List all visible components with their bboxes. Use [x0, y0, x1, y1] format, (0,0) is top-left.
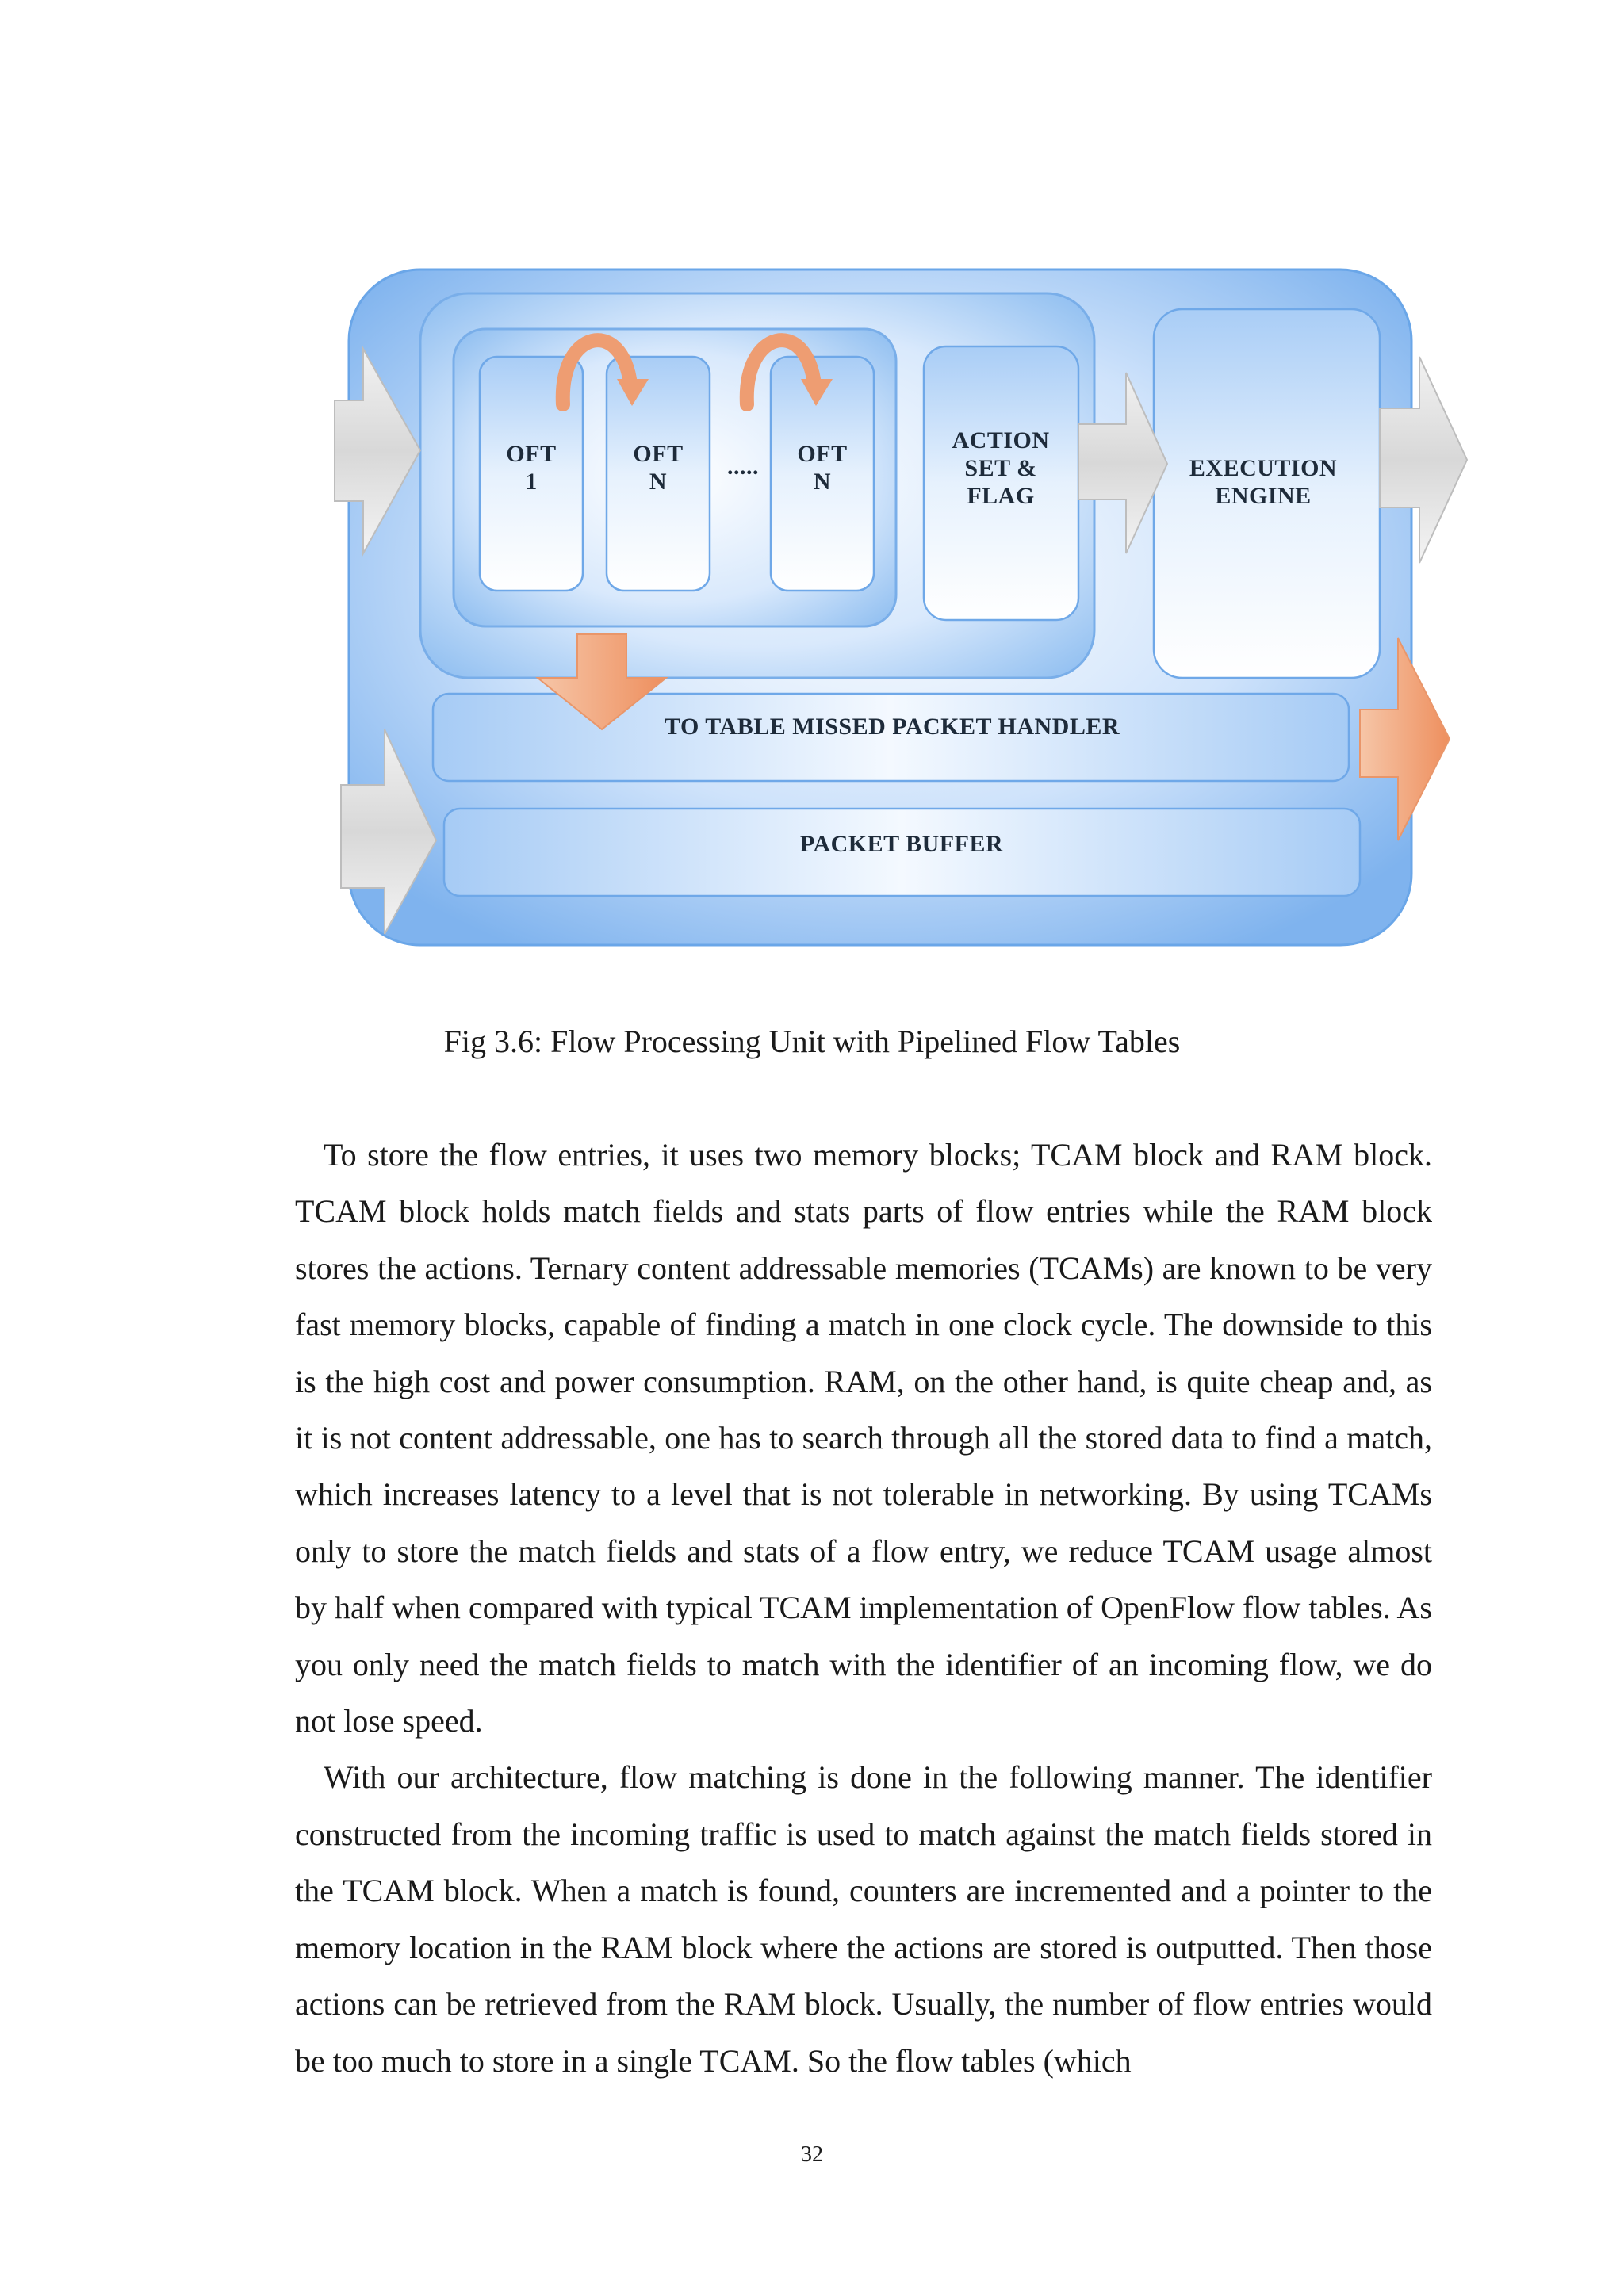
oft-1-label-line2: 1: [525, 469, 538, 495]
action-label-line1: ACTION: [952, 427, 1050, 453]
flow-processing-unit-diagram: [317, 254, 1491, 951]
oft-1-label-line1: OFT: [506, 441, 557, 467]
figure-caption: Fig 3.6: Flow Processing Unit with Pipelined Flow Tables: [443, 1024, 1181, 1059]
oft-2-label-line1: OFT: [633, 441, 684, 467]
action-label-line2: SET &: [964, 455, 1037, 481]
oft-3-label-line2: N: [813, 469, 832, 495]
page-number: 32: [801, 2142, 823, 2167]
packet-buffer-label: PACKET BUFFER: [799, 831, 1004, 857]
oft-2-label-line2: N: [649, 469, 668, 495]
paragraph-1: To store the flow entries, it uses two memory blocks; TCAM block and RAM block. TCAM block holds match fields and stats parts of flow entries while the RAM block stores the actions. Ternary content addressable memories (TCAMs) are known to be very fast memory blocks, capable of finding a match in one clock cycle. The downside to this is the high cost and power consumption. RAM, on the other hand, is quite cheap and, as it is not content addressable, one has to search through all the stored data to find a match, which increases latency to a level that is not tolerable in networking. By using TCAMs only to store the match fields and stats of a flow entry, we reduce TCAM usage almost by half when compared with typical TCAM implementation of OpenFlow flow tables. As you only need the match fields to match with the identifier of an incoming flow, we do not lose speed.: [295, 1137, 1432, 1739]
action-label-line3: FLAG: [967, 483, 1035, 509]
oft-3-label-line1: OFT: [797, 441, 848, 467]
missed-packet-handler-label: TO TABLE MISSED PACKET HANDLER: [664, 714, 1120, 740]
oft-ellipsis: .....: [727, 453, 759, 480]
paragraph-2: With our architecture, flow matching is done in the following manner. The identifier constructed from the incoming traffic is used to match against the match fields stored in the TCAM block. When a match is found, counters are incremented and a pointer to the memory location in the RAM block where the actions are stored is outputted. Then those actions can be retrieved from the RAM block. Usually, the number of flow entries would be too much to store in a single TCAM. So the flow tables (which: [295, 1759, 1432, 2079]
body-text: [295, 1127, 1432, 2089]
execution-engine-label-line1: EXECUTION: [1189, 455, 1338, 481]
execution-engine-label-line2: ENGINE: [1215, 483, 1312, 509]
